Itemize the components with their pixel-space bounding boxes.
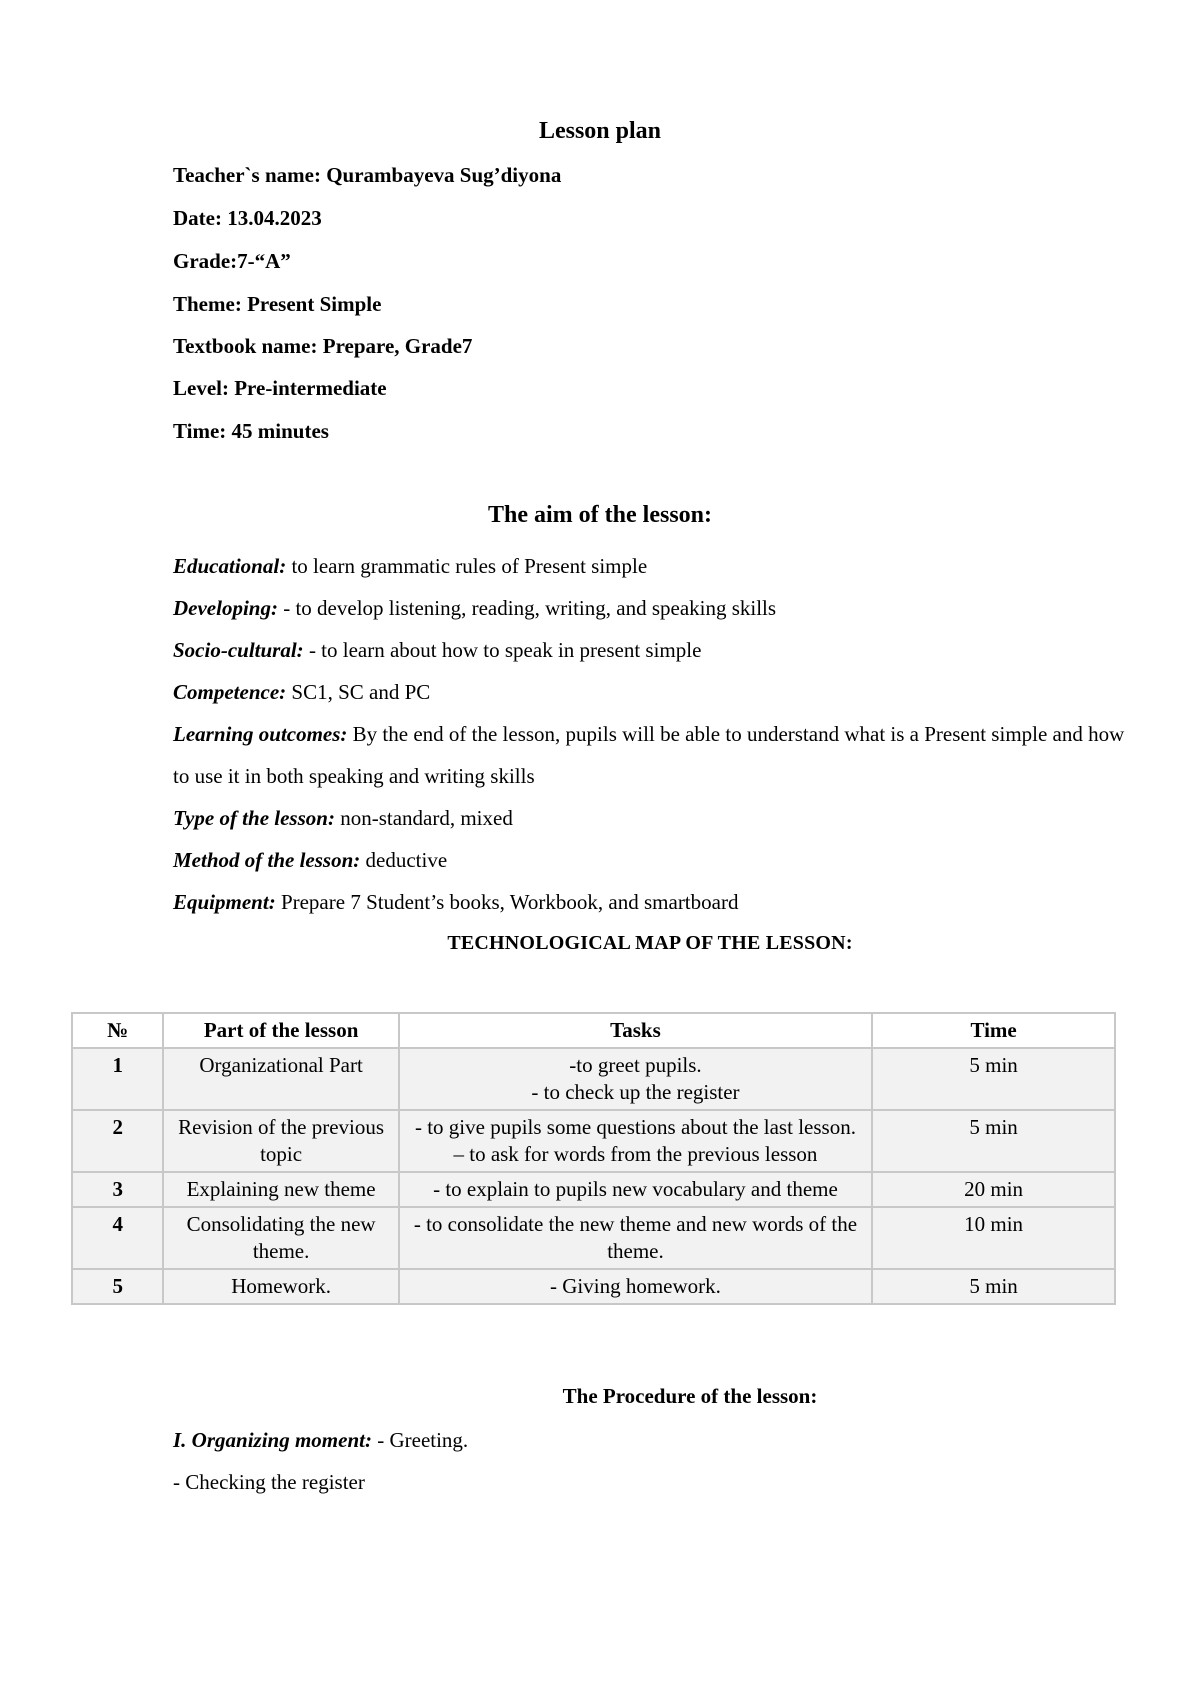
aim-type-label: Type of the lesson: bbox=[173, 806, 335, 830]
lesson-date: Date: 13.04.2023 bbox=[173, 206, 322, 230]
row-time: 5 min bbox=[872, 1110, 1115, 1172]
aim-socio-label: Socio-cultural: bbox=[173, 638, 304, 662]
table-header-row bbox=[72, 1013, 1115, 1048]
row-tasks: - to explain to pupils new vocabulary and theme bbox=[399, 1172, 872, 1207]
table-row bbox=[72, 1172, 1115, 1207]
row-num: 4 bbox=[72, 1207, 163, 1269]
techmap-heading: TECHNOLOGICAL MAP OF THE LESSON: bbox=[447, 932, 853, 954]
row-num: 5 bbox=[72, 1269, 163, 1304]
aim-outcomes-label: Learning outcomes: bbox=[173, 722, 348, 746]
aim-type bbox=[173, 797, 1133, 839]
row-part: Explaining new theme bbox=[163, 1172, 398, 1207]
page-title: Lesson plan bbox=[538, 118, 662, 144]
procedure-checking: - Checking the register bbox=[173, 1470, 365, 1494]
row-tasks: - to consolidate the new theme and new words of the theme. bbox=[399, 1207, 872, 1269]
aim-equipment-text: Prepare 7 Student’s books, Workbook, and smartboard bbox=[275, 890, 739, 914]
aim-method-text: deductive bbox=[360, 848, 448, 872]
procedure-organizing-text: - Greeting. bbox=[371, 1428, 469, 1452]
row-tasks: - to give pupils some questions about the last lesson. – to ask for words from the previous lesson bbox=[399, 1110, 872, 1172]
aim-competence bbox=[173, 671, 1133, 713]
aim-learning-outcomes bbox=[173, 713, 1133, 797]
aim-method bbox=[173, 839, 1133, 881]
aim-competence-text: SC1, SC and PC bbox=[286, 680, 431, 704]
row-tasks bbox=[399, 1048, 872, 1110]
row-time: 5 min bbox=[872, 1269, 1115, 1304]
header-num: № bbox=[72, 1013, 163, 1048]
row-part: Homework. bbox=[163, 1269, 398, 1304]
aim-competence-label: Competence: bbox=[173, 680, 287, 704]
aim-educational-text: to learn grammatic rules of Present simple bbox=[286, 554, 648, 578]
lesson-time: Time: 45 minutes bbox=[173, 419, 329, 443]
aim-educational bbox=[173, 545, 1133, 587]
row-task-line: - to check up the register bbox=[531, 1080, 740, 1104]
row-part: Organizational Part bbox=[163, 1048, 398, 1110]
textbook-name: Textbook name: Prepare, Grade7 bbox=[173, 334, 473, 358]
table-row bbox=[72, 1269, 1115, 1304]
row-time: 20 min bbox=[872, 1172, 1115, 1207]
aim-heading: The aim of the lesson: bbox=[488, 502, 712, 528]
table-row bbox=[72, 1110, 1115, 1172]
aim-method-label: Method of the lesson: bbox=[173, 848, 361, 872]
header-part: Part of the lesson bbox=[163, 1013, 398, 1048]
lesson-theme: Theme: Present Simple bbox=[173, 292, 382, 316]
row-task-line: -to greet pupils. bbox=[569, 1053, 702, 1077]
aim-equipment bbox=[173, 881, 1133, 923]
row-tasks: - Giving homework. bbox=[399, 1269, 872, 1304]
aim-outcomes-text: By the end of the lesson, pupils will be able to understand what is a Present simple and how to use it in both speaking and writing skills bbox=[173, 722, 1125, 788]
header-time: Time bbox=[872, 1013, 1115, 1048]
aim-educational-label: Educational: bbox=[173, 554, 287, 578]
technological-map-table bbox=[71, 1012, 1116, 1305]
procedure-organizing bbox=[173, 1428, 468, 1453]
lesson-level: Level: Pre-intermediate bbox=[173, 376, 387, 400]
row-num: 1 bbox=[72, 1048, 163, 1110]
aim-socio-text: - to learn about how to speak in present simple bbox=[303, 638, 702, 662]
row-part: Consolidating the new theme. bbox=[163, 1207, 398, 1269]
row-time: 5 min bbox=[872, 1048, 1115, 1110]
procedure-organizing-label: I. Organizing moment: bbox=[173, 1428, 372, 1452]
teacher-name: Teacher`s name: Qurambayeva Sug’diyona bbox=[173, 163, 562, 187]
aim-socio-cultural bbox=[173, 629, 1133, 671]
aim-type-text: non-standard, mixed bbox=[334, 806, 513, 830]
aim-developing-text: - to develop listening, reading, writing, and speaking skills bbox=[277, 596, 777, 620]
header-tasks: Tasks bbox=[399, 1013, 872, 1048]
procedure-heading: The Procedure of the lesson: bbox=[562, 1384, 818, 1408]
aim-equipment-label: Equipment: bbox=[173, 890, 276, 914]
table-row bbox=[72, 1048, 1115, 1110]
table-row bbox=[72, 1207, 1115, 1269]
aim-developing bbox=[173, 587, 1133, 629]
lesson-grade: Grade:7-“A” bbox=[173, 249, 291, 273]
row-num: 3 bbox=[72, 1172, 163, 1207]
row-num: 2 bbox=[72, 1110, 163, 1172]
row-part: Revision of the previous topic bbox=[163, 1110, 398, 1172]
aim-developing-label: Developing: bbox=[173, 596, 278, 620]
row-time: 10 min bbox=[872, 1207, 1115, 1269]
